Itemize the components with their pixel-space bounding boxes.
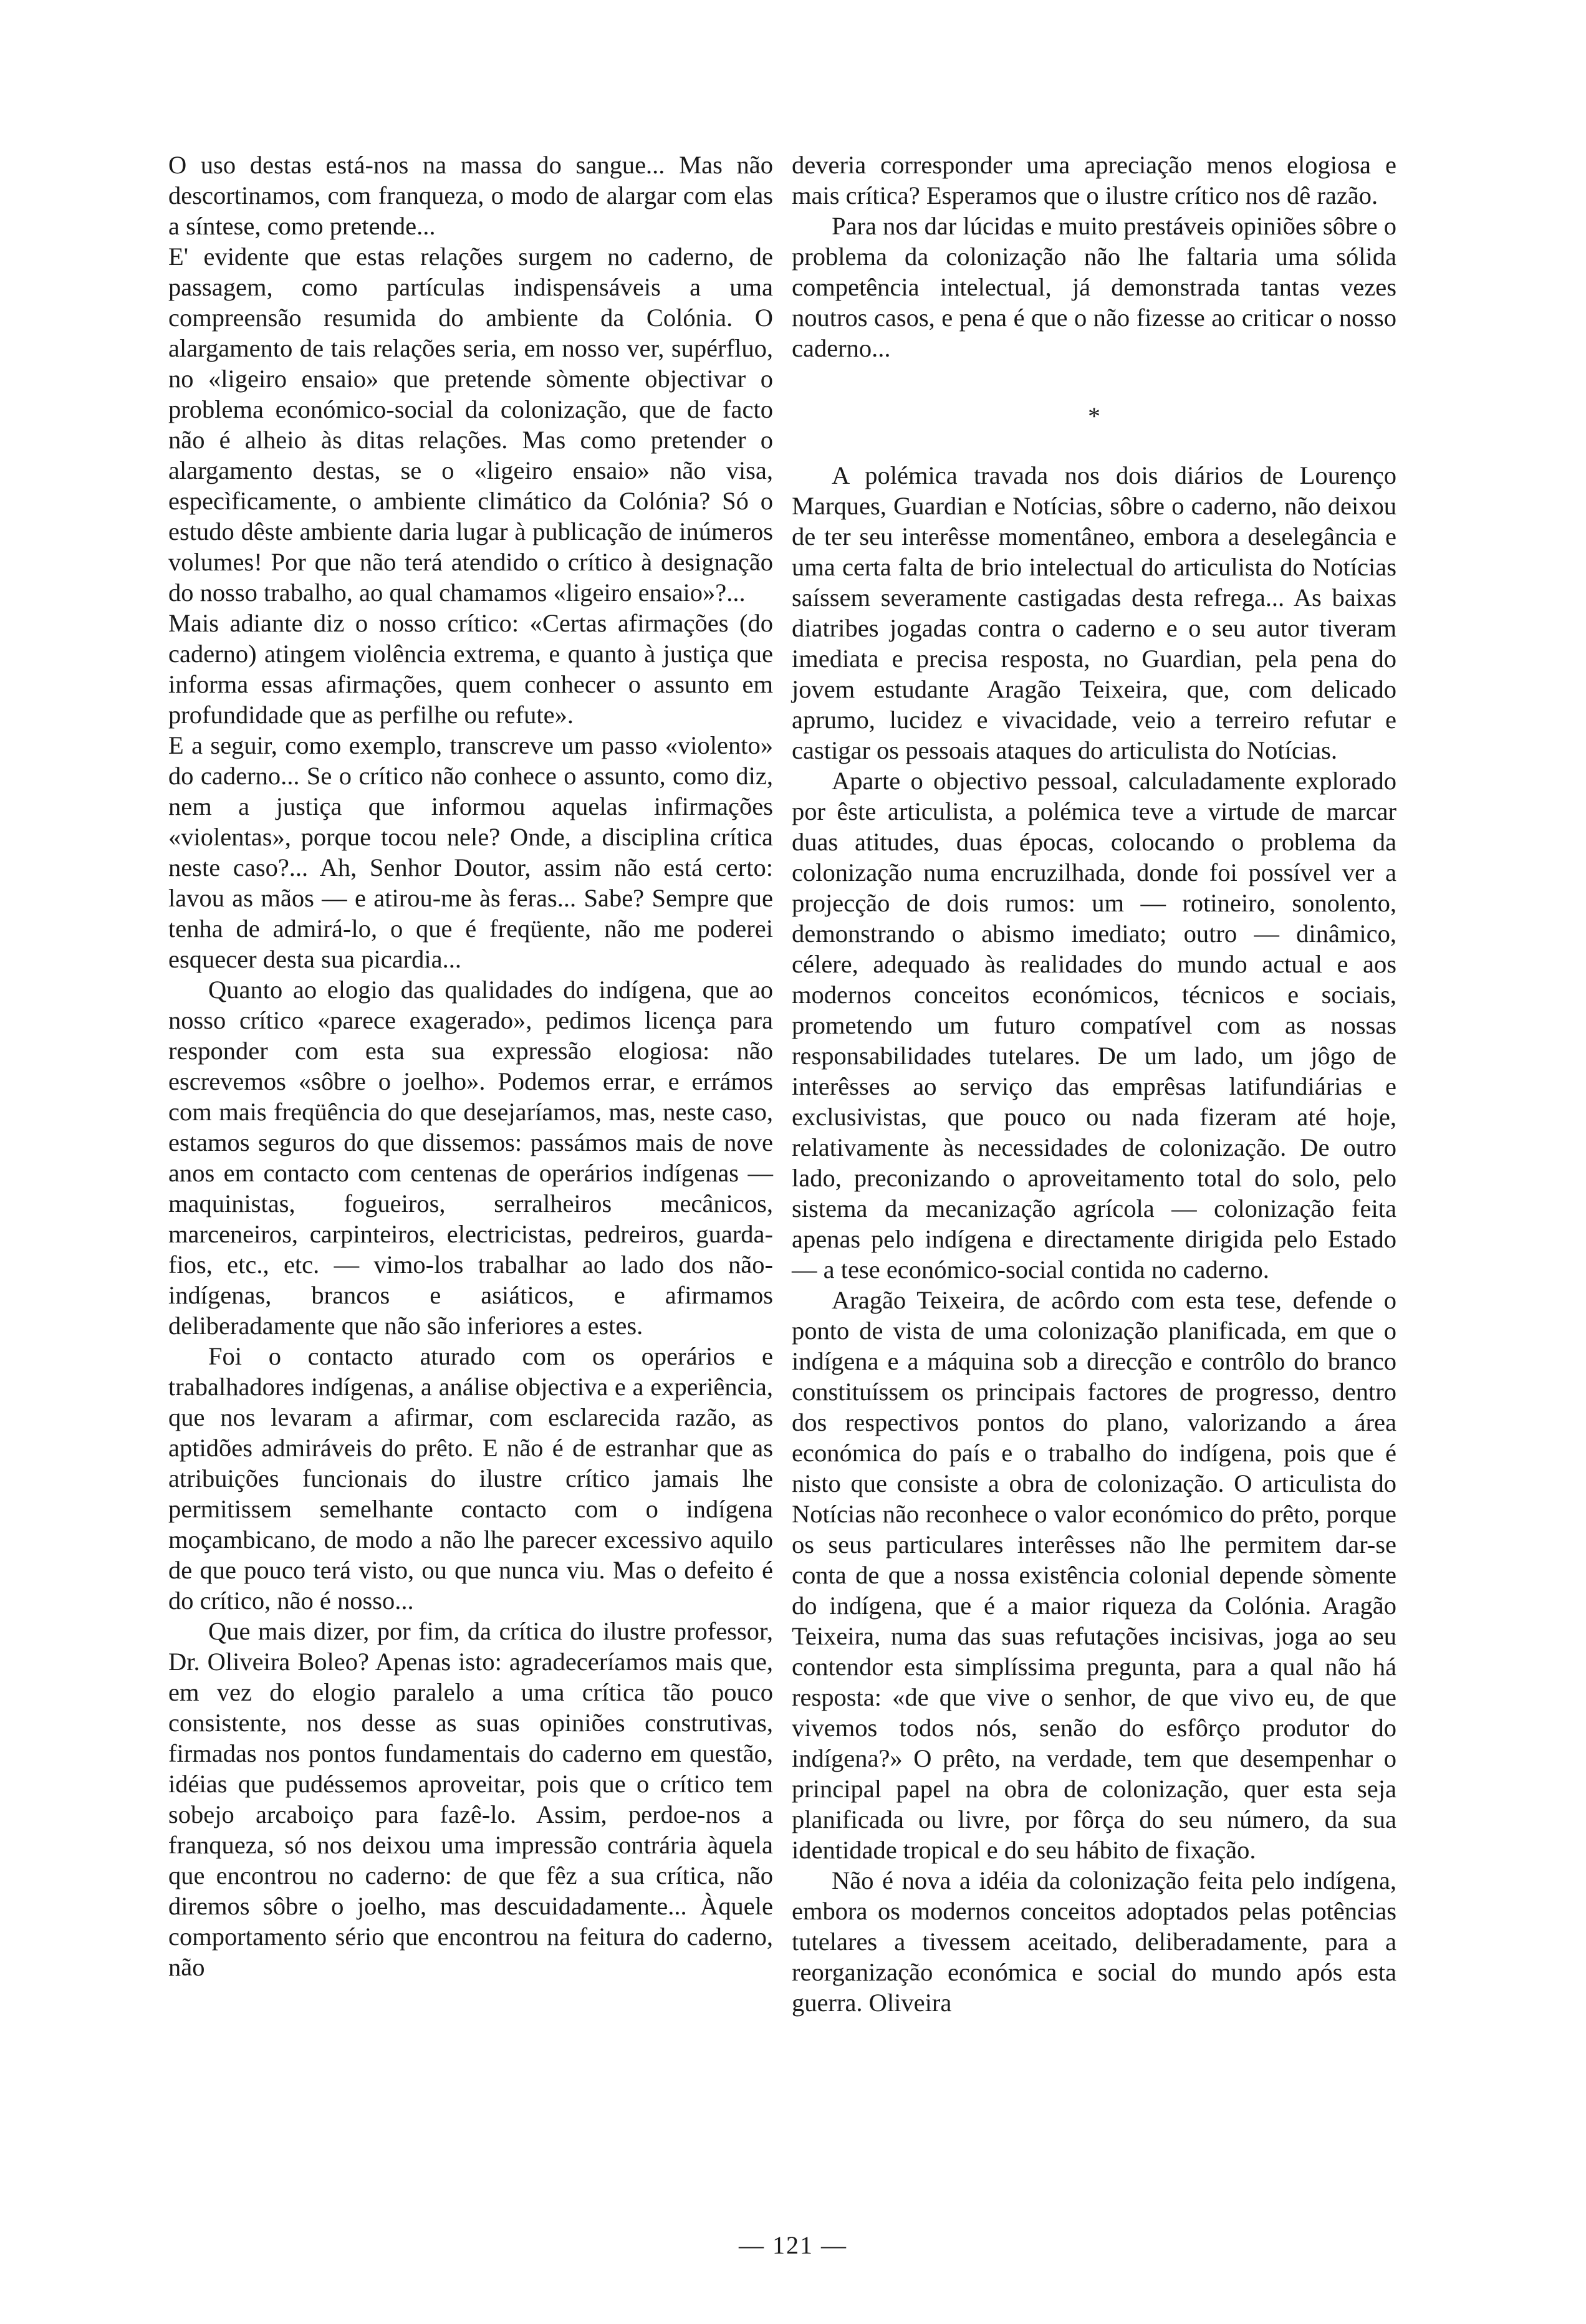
paragraph: deveria corresponder uma apreciação menos elogiosa e mais crítica? Esperamos que o ilustre crítico nos dê razão.: [792, 151, 1396, 209]
paragraph: Para nos dar lúcidas e muito prestáveis opiniões sôbre o problema da colonização não lhe faltaria uma sólida competência intelectual, já demonstrada tantas vezes noutros casos, e pena é que o não fizesse ao criticar o nosso caderno...: [792, 212, 1396, 362]
paragraph: Aragão Teixeira, de acôrdo com esta tese, defende o ponto de vista de uma colonização planificada, em que o indígena e a máquina sob a direcção e contrôlo do branco constituíssem os principais factores de progresso, dentro dos respectivos pontos do plano, valorizando a área económica do país e o trabalho do indígena, pois que é nisto que consiste a obra de colonização. O articulista do Notícias não reconhece o valor económico do prêto, porque os seus particulares interêsses não lhe permitem dar-se conta de que a nossa existência colonial depende sòmente do indígena, que é a maior riqueza da Colónia. Aragão Teixeira, numa das suas refutações incisivas, joga ao seu contendor esta simplíssima pregunta, para a qual não há resposta: «de que vive o senhor, de que vivo eu, de que vivemos todos nós, senão do esfôrço produtor do indígena?» O prêto, na verdade, tem que desempenhar o principal papel na obra de colonização, quer esta seja planificada ou livre, por fôrça do seu número, da sua identidade tropical e do seu hábito de fixação.: [792, 1286, 1396, 1864]
paragraph: A polémica travada nos dois diários de Lourenço Marques, Guardian e Notícias, sôbre o caderno, não deixou de ter seu interêsse momentâneo, embora a deselegância e uma certa falta de brio intelectual do articulista do Notícias saíssem severamente castigadas desta refrega... As baixas diatribes jogadas contra o caderno e o seu autor tiveram imediata e precisa resposta, no Guardian, pela pena do jovem estudante Aragão Teixeira, que, com delicado aprumo, lucidez e vivacidade, veio a terreiro refutar e castigar os pessoais ataques do articulista do Notícias.: [792, 461, 1396, 764]
paragraph: Mais adiante diz o nosso crítico: «Certas afirmações (do caderno) atingem violência extrema, e quanto à justiça que informa essas afirmações, quem conhecer o assunto em profundidade que as perfilhe ou refute».: [168, 609, 773, 729]
right-column: [792, 150, 1396, 2018]
paragraph: Não é nova a idéia da colonização feita pelo indígena, embora os modernos conceitos adoptados pelas potências tutelares a tivessem aceitado, deliberadamente, para a reorganização económica e social do mundo após esta guerra. Oliveira: [792, 1866, 1396, 2017]
section-separator: *: [1088, 402, 1100, 430]
paragraph: Quanto ao elogio das qualidades do indígena, que ao nosso crítico «parece exagerado», pedimos licença para responder com esta sua expressão elogiosa: não escrevemos «sôbre o joelho». Podemos errar, e errámos com mais freqüência do que desejaríamos, mas, neste caso, estamos seguros do que dissemos: passámos mais de nove anos em contacto com centenas de operários indígenas — maquinistas, fogueiros, serralheiros mecânicos, marceneiros, carpinteiros, electricistas, pedreiros, guarda-fios, etc., etc. — vimo-los trabalhar ao lado dos não-indígenas, brancos e asiáticos, e afirmamos deliberadamente que não são inferiores a estes.: [168, 976, 773, 1340]
paragraph: Que mais dizer, por fim, da crítica do ilustre professor, Dr. Oliveira Boleo? Apenas isto: agradeceríamos mais que, em vez do elogio paralelo a uma crítica tão pouco consistente, nos desse as suas opiniões construtivas, firmadas nos pontos fundamentais do caderno em questão, idéias que pudéssemos aproveitar, pois que o crítico tem sobejo arcaboiço para fazê-lo. Assim, perdoe-nos a franqueza, só nos deixou uma impressão contrária àquela que encontrou no caderno: de que fêz a sua crítica, não diremos sôbre o joelho, mas descuidadamente... Àquele comportamento sério que encontrou na feitura do caderno, não: [168, 1617, 773, 1981]
page-number: — 121 —: [739, 2231, 847, 2259]
paragraph: Aparte o objectivo pessoal, calculadamente explorado por êste articulista, a polémica teve a virtude de marcar duas atitudes, duas épocas, colocando o problema da colonização numa encruzilhada, donde foi possível ver a projecção de dois rumos: um — rotineiro, sonolento, demonstrando o abismo imediato; outro — dinâmico, célere, adequado às realidades do mundo actual e aos modernos conceitos económicos, técnicos e sociais, prometendo um futuro compatível com as nossas responsabilidades tutelares. De um lado, um jôgo de interêsses ao serviço das emprêsas latifundiárias e exclusivistas, que pouco ou nada fizeram até hoje, relativamente às necessidades de colonização. De outro lado, preconizando o aproveitamento total do solo, pelo sistema da mecanização agrícola — colonização feita apenas pelo indígena e directamente dirigida pelo Estado — a tese económico-social contida no caderno.: [792, 767, 1396, 1284]
paragraph: O uso destas está-nos na massa do sangue... Mas não descortinamos, com franqueza, o modo de alargar com elas a síntese, como pretende...: [168, 151, 773, 240]
paragraph: E a seguir, como exemplo, transcreve um passo «violento» do caderno... Se o crítico não conhece o assunto, como diz, nem a justiça que informou aquelas infirmações «violentas», porque tocou nele? Onde, a disciplina crítica neste caso?... Ah, Senhor Doutor, assim não está certo: lavou as mãos — e atirou-me às feras... Sabe? Sempre que tenha de admirá-lo, o que é freqüente, não me poderei esquecer desta sua picardia...: [168, 731, 773, 973]
paragraph: Foi o contacto aturado com os operários e trabalhadores indígenas, a análise objectiva e a experiência, que nos levaram a afirmar, com esclarecida razão, as aptidões admiráveis do prêto. E não é de estranhar que as atribuições funcionais do ilustre crítico jamais lhe permitissem semelhante contacto com o indígena moçambicano, de modo a não lhe parecer excessivo aquilo de que pouco terá visto, ou que nunca viu. Mas o defeito é do crítico, não é nosso...: [168, 1342, 773, 1615]
paragraph: E' evidente que estas relações surgem no caderno, de passagem, como partículas indispensáveis a uma compreensão resumida do ambiente da Colónia. O alargamento de tais relações seria, em nosso ver, supérfluo, no «ligeiro ensaio» que pretende sòmente objectivar o problema económico-social da colonização, que de facto não é alheio às ditas relações. Mas como pretender o alargamento destas, se o «ligeiro ensaio» não visa, especìficamente, o ambiente climático da Colónia? Só o estudo dêste ambiente daria lugar à publicação de inúmeros volumes! Por que não terá atendido o crítico à designação do nosso trabalho, ao qual chamamos «ligeiro ensaio»?...: [168, 242, 773, 607]
left-column: [168, 150, 773, 1982]
